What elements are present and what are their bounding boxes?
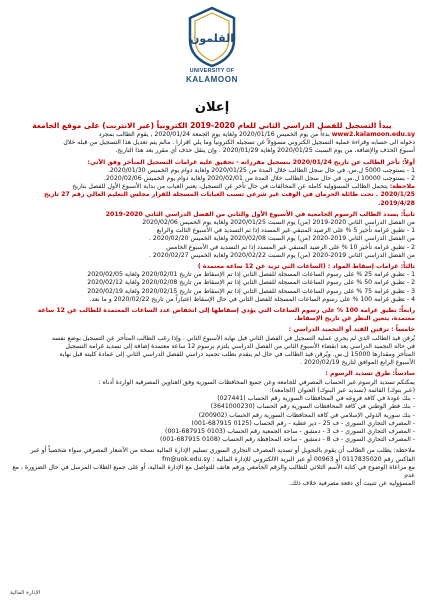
bank-item: - المصرف التجاري السوري - ف 8 - دمشق - ساحة المحافظة رقم الحساب (0108 687915-001)	[159, 436, 415, 444]
sixth-intro1: يمكنكم تسديد الرسوم عبر الحساب المصرفي للجامعة وعن جميع المحافظات السورية وفق العناوين المصرفية الواردة أدناه :	[98, 378, 415, 386]
fourth-text: تطبق غرامة 100 % على رسوم الساعات التي يؤدي إسقاطها إلى انخفاض عدد الساعات المعتمدة للطالب عن 12 ساعة	[37, 307, 397, 315]
second-intro: من الفصل الدراسي الثاني 2020-2019 (من) يوم السبت 2020/01/25 ولغاية يوم الخميس 2020/02/06	[142, 219, 415, 227]
late-fee-item: 1 - يستوجب 5000 ل.س. في حال سجل الطالب خلال المدة من 2020/01/25 ولغاية دوام يوم الخميس 2020/01/30.	[107, 166, 415, 174]
sixth-intro2: (عبر بنوك) القائمة (تسديد عبر البنوك) العنوان (الجامعة):	[269, 386, 415, 394]
third-heading: ثالثاً: غرامات إسقاط المواد : (الساعات التي تزيد عن 12 ساعة معتمدة )	[197, 263, 415, 271]
note-label: ملاحظة:	[389, 183, 415, 191]
fifth-line: يُرقن قيد الطالب الذي لم يجري عملية التسجيل في الفصل الثاني قبل نهاية الأسبوع الثاني . وإذا رغب الطالب المتأخر عن التسجيل بوضع نفسه	[51, 334, 415, 342]
fifth-line: الأسبوع الرابع الموافق لتاريخ 2020/02/19 .	[300, 359, 415, 367]
drop-fee-item: 4 - تطبق غرامة 100 % على رسوم الساعات المسجلة للفصل الثاني في حال الإسقاط اعتباراً من تاريخ 2020/02/22 و ما بعد.	[89, 295, 415, 303]
payment-note: الفاكس رقم 0117835020 أو 00963 أو عبر البريد الالكتروني للإدارة المالية : fm@uok.edu.sy	[162, 455, 415, 463]
fourth-label: رابعاً:	[398, 307, 415, 315]
fourth-text2: معتمدة، يتعين النظر عن تاريخ الإسقاط.	[294, 315, 415, 323]
footer-signature: الإدارة المالية	[10, 590, 41, 596]
kalamoon-emblem-icon	[186, 6, 238, 68]
second-item: 2 - تطبق غرامة تأخير 10 % على الرصيد المتبقي غير المسدد إذا تم التسديد في الأسبوع الخامس	[166, 243, 415, 251]
fifth-line: المتأخر ومقدارها 15000 ل.س. ويُرقن قيد الطالب في حال لم ينقدم بطلب تجميد دراسي للفصل الدراسي الثاني إلى عمادة كليته قبل نهاية	[59, 351, 415, 359]
drop-fee-item: 3 - تطبق غرامة 75 % على رسوم الساعات المسجلة للفصل الثاني إذا تم الإسقاط من تاريخ 2020/02/15 ولغاية 2020/02/19	[87, 287, 415, 295]
second-item: من الفصل الدراسي الثاني 2019-2020 (من) يوم السبت 2020/02/22 ولغاية الخميس 2020/02/27 .	[148, 251, 415, 259]
payment-note: المسؤولية عن تثبيت أي دفعة مصرفية خلاف ذلك.	[288, 480, 415, 488]
fourth-paragraph	[9, 307, 415, 315]
website-link[interactable]: www2.kalamoon.edu.sy	[331, 131, 415, 138]
second-heading: ثانياً: يسدد الطالب الرسوم الجامعية في الأسبوع الأول والثاني من الفصل الدراسي الثاني 2020-2019	[105, 210, 415, 218]
bank-item: - بنك سورية الدولي الإسلامي في كافة المحافظات السورية رقم الحساب (200902)	[198, 411, 415, 419]
sixth-heading: سادساً: طرق تسديد الرسوم :	[325, 370, 415, 378]
late-fee-item: 2 - يستوجب 10000 ل.س. في حال سجل الطالب خلال المدة من 2020/02/01 ولغاية دوام يوم الخميس 2020/02/06.	[104, 175, 415, 183]
logo-arabic-name: القلمون	[190, 32, 234, 45]
bank-item: - المصرف التجاري السوري - ف 3 - دمشق - ساحة الجمعية رقم الحساب (0103 687915-001)	[165, 427, 415, 435]
payment-note: ملاحظة: يطلب من الطالب أن يقوم بالتحويل أو تسديد المصرف التجاري السوري تسليم الإدارة المالية نسخة من الأشعار المصرفي سواء شخصياً أو عبر	[30, 447, 415, 455]
drop-fee-item: 1 - تطبق غرامة 25 % على رسوم الساعات المسجلة للفصل الثاني إذا تم الإسقاط من تاريخ 2020/02/01 ولغاية 2020/02/05	[87, 271, 415, 279]
bank-item: - المصرف التجاري السوري - ف 25 - دير عطية - رقم الحساب (0125 687915-001)	[191, 419, 415, 427]
fifth-line: في حالة التجميد الدراسي بعد انقضاء الأسبوع الثاني من الفصل الدراسي يلتزم برسوم 12 ساعة معتمدة إضافة إلى تسديد غرامة التسجيل	[65, 342, 415, 350]
second-item: من الفصل الدراسي الثاني 2019-2020 (من) يوم السبت 2020/02/08 ولغاية الخميس 2020/02/20 .	[148, 235, 415, 243]
fifth-heading: خامساً : ترقين القيد أو التجميد الدراسي :	[288, 326, 415, 334]
intro-paragraph	[9, 131, 415, 139]
intro-part1: بدءاً من يوم الخميس 2020/01/16 ولغاية يوم الجمعة 2020/01/24 , يقوم الطالب بمجرد	[98, 131, 330, 138]
bank-item: - بنك عودة في كافة فروعه في المحافظات السورية رقم الحساب (027441)	[217, 395, 415, 403]
payment-note: مع مراعاة الوضوح في كتابة الأسم الثلاثي للطالب والرقم الجامعي ورقم هاتف للتواصل مع الإدارة المالية، أو على جميع الطلاب المرسل في حال الضرورة ، مع عدم	[12, 463, 415, 479]
note-text: يتحمل الطالب المسؤولية كاملة عن المخالفات في حال تأخر عن التسجيل، يعتبر الغياب من بداية الأسبوع الأول للفصل بتاريخ	[72, 183, 388, 191]
drop-fee-item: 2 - تطبق غرامة 50 % على رسوم الساعات المسجلة للفصل الثاني إذا تم الإسقاط من تاريخ 2020/02/08 ولغاية 2020/02/12	[87, 279, 415, 287]
second-item: 1 - تطبق غرامة تأخير 5 % على الرصيد المتبقي غير المسدد إذا تم التسديد في الأسبوع الثالث والرابع	[156, 227, 415, 235]
page-title: إعلان	[194, 100, 230, 115]
late-fees-note	[9, 183, 415, 191]
intro-part2: دخوله الى حسابه وقراءة عملية التسجيل الكتروني مسؤولاً عن تسجيله الكترونياً وما يلي اقرارا . مالم يتم تعديل هذا التسجيل من قبله خلال	[63, 139, 415, 147]
late-fees-heading: أولاً: تأخر الطالب عن تاريخ 2020/01/24 بتسجيل مقرراته - تحقيق عليه غرامات التسجيل المتأخر وفق الآتي:	[87, 158, 415, 166]
headline: يبدأ التسجيل للفصل الدراسي الثاني للعام 2020-2019 الكترونياً (عبر الانترنت) على موقع الجامعة	[32, 121, 392, 130]
logo-text-line2: KALAMOON	[186, 75, 238, 84]
intro-part3: أسبوع الحذف والإضافة، من يوم السبت 2020/01/25 ولغاية 2020/01/29 . وإن ينقل حذف أي مقرر بعد هذا التاريخ.	[115, 147, 415, 155]
announcement-body	[9, 121, 415, 488]
bank-item: - بنك قطر الوطني في كافة المحافظات السورية رقم الحساب (3641000230)	[210, 403, 415, 411]
logo-text-line1: UNIVERSITY OF	[189, 68, 235, 74]
note-red-text: 2020/1/25 . تحت طائلة الحرمان في الوقت غير شرعي تسبب الغيابات المسجلة للقرار مجلس التعليم العالي رقم 27 تاريخ 2019/4/28.	[43, 191, 415, 207]
university-logo	[182, 6, 242, 84]
